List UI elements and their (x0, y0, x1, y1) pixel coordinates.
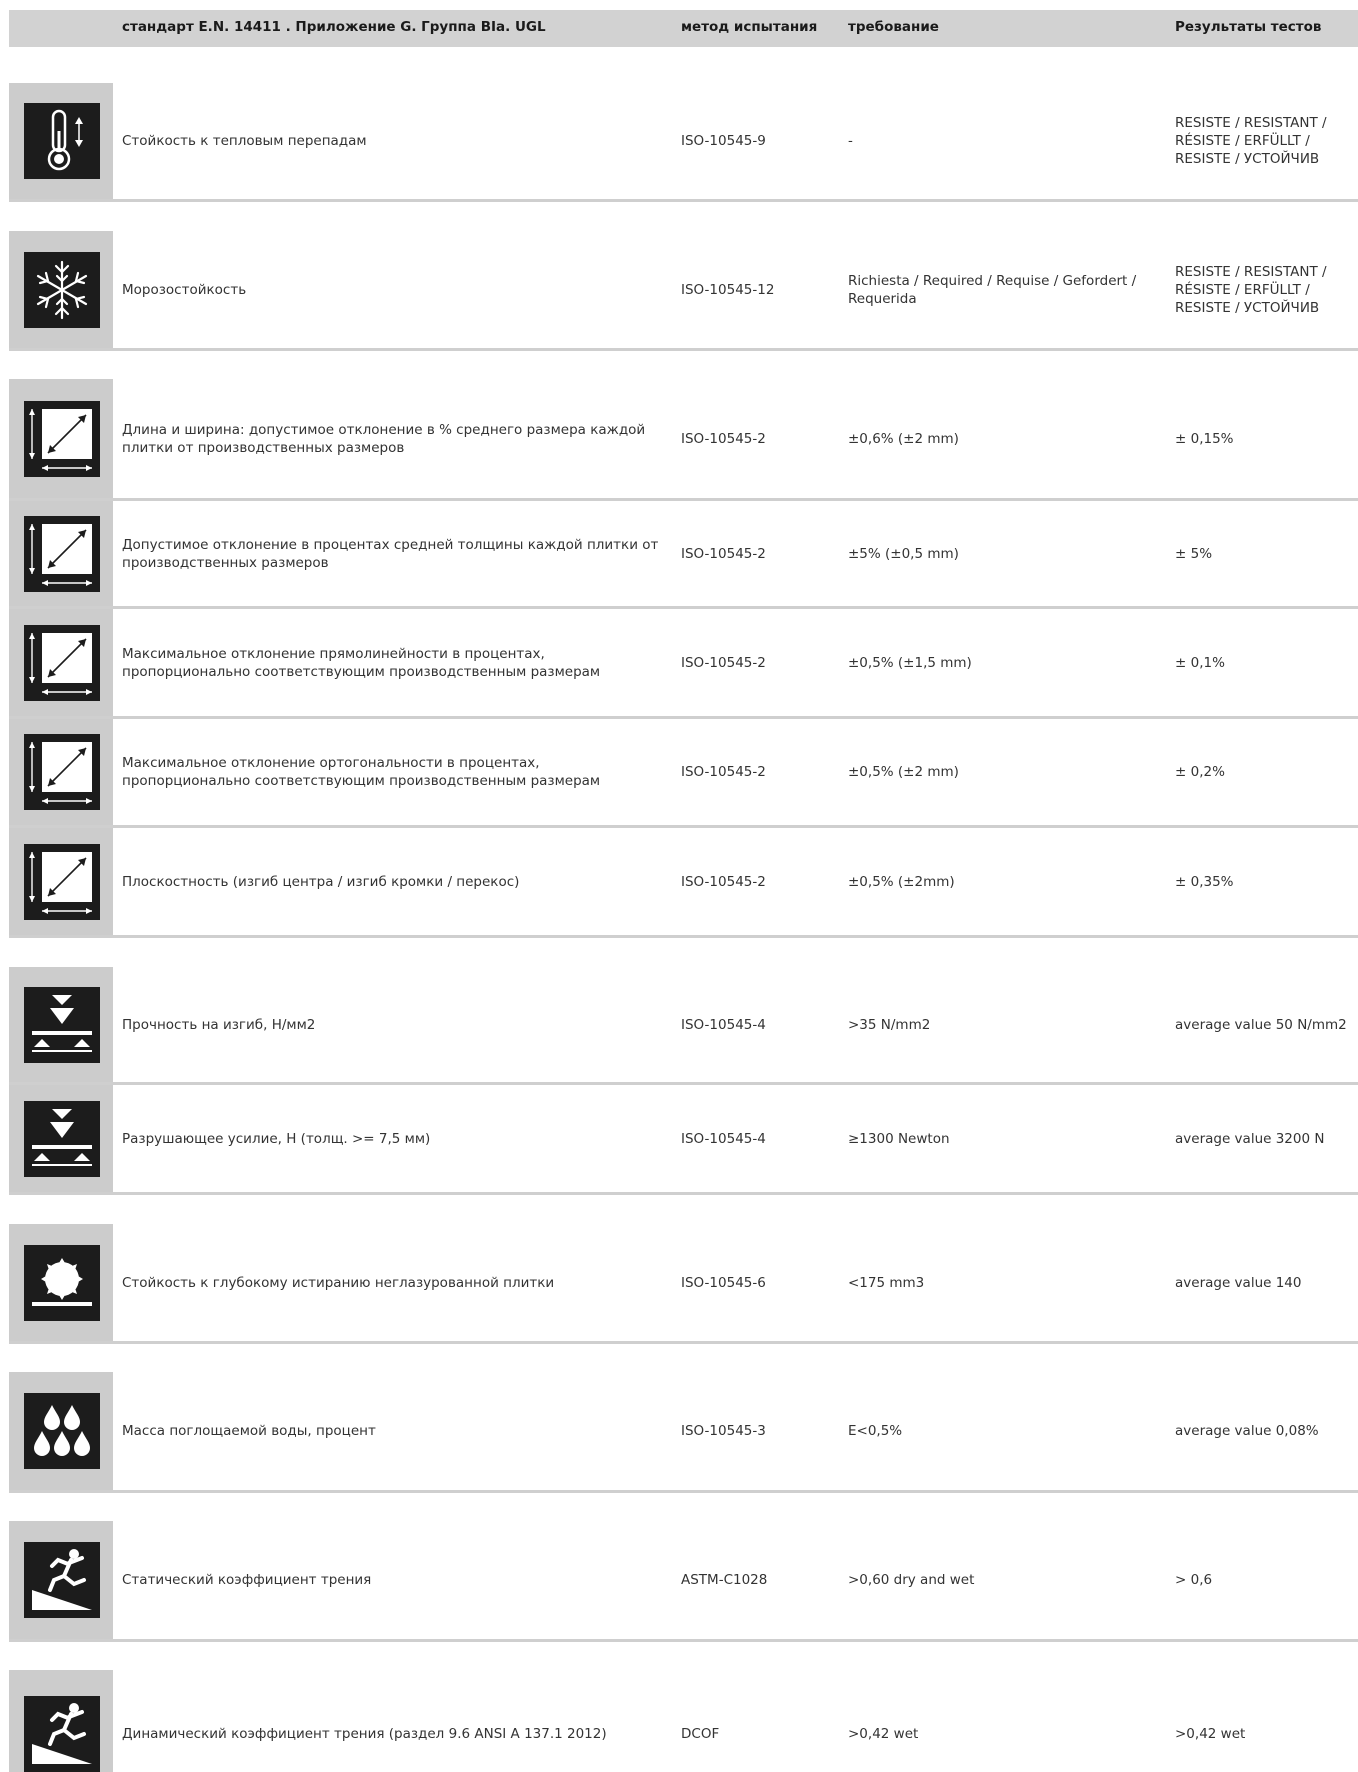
dimension-icon (24, 625, 100, 701)
row-requirement: >35 N/mm2 (848, 1016, 931, 1033)
bending-strength-icon (24, 1101, 100, 1177)
row-requirement: ±5% (±0,5 mm) (848, 545, 959, 562)
row-requirement: - (848, 133, 853, 149)
row-method: ISO-10545-4 (681, 1016, 766, 1033)
row-result: RESISTE / RESISTANT / RÉSISTE / ERFÜLLT / RESISTE / УСТОЙЧИВ (1175, 115, 1327, 167)
row-requirement: E<0,5% (848, 1423, 903, 1439)
row-result: ± 0,35% (1175, 873, 1234, 890)
row-result: > 0,6 (1175, 1572, 1213, 1588)
row-result: >0,42 wet (1175, 1726, 1246, 1742)
header-results: Результаты тестов (1175, 19, 1322, 35)
row-method: ISO-10545-4 (681, 1130, 766, 1147)
row-result: ± 5% (1175, 545, 1213, 562)
row-result: ± 0,2% (1175, 764, 1225, 780)
row-requirement: <175 mm3 (848, 1274, 925, 1291)
row-method: ISO-10545-2 (681, 764, 766, 780)
row-method: DCOF (681, 1726, 720, 1742)
row-method: ISO-10545-12 (681, 281, 775, 298)
table-row (9, 83, 1358, 202)
header-method: метод испытания (681, 19, 818, 35)
row-result: ± 0,15% (1175, 430, 1234, 447)
row-property: Максимальное отклонение ортогональности в процентах, пропорционально соответствующим производственным размерам (122, 755, 601, 789)
thermometer-icon (24, 103, 100, 179)
row-property: Допустимое отклонение в процентах средней толщины каждой плитки от производственных размеров (122, 536, 659, 571)
row-property: Масса поглощаемой воды, процент (122, 1423, 376, 1439)
table-row (9, 1224, 1358, 1344)
table-row (9, 828, 1358, 938)
row-method: ISO-10545-6 (681, 1274, 766, 1291)
row-property: Прочность на изгиб, Н/мм2 (122, 1016, 316, 1033)
row-result: ± 0,1% (1175, 654, 1225, 671)
abrasion-icon (24, 1245, 100, 1321)
row-requirement: ≥1300 Newton (848, 1130, 950, 1147)
slip-icon (24, 1542, 100, 1618)
table-row (9, 1372, 1358, 1493)
row-property: Разрушающее усилие, Н (толщ. >= 7,5 мм) (122, 1130, 431, 1147)
row-method: ISO-10545-2 (681, 430, 766, 447)
row-method: ISO-10545-2 (681, 873, 766, 890)
row-requirement: ±0,5% (±1,5 mm) (848, 654, 972, 671)
table-header (9, 10, 1358, 47)
row-method: ISO-10545-2 (681, 545, 766, 562)
row-property: Плоскостность (изгиб центра / изгиб кромки / перекос) (122, 873, 520, 890)
table-row (9, 609, 1358, 719)
row-requirement: ±0,5% (±2 mm) (848, 764, 959, 780)
row-requirement: ±0,6% (±2 mm) (848, 430, 959, 447)
row-property: Статический коэффициент трения (122, 1572, 372, 1588)
row-property: Стойкость к глубокому истиранию неглазурованной плитки (122, 1274, 555, 1291)
row-property: Максимальное отклонение прямолинейности в процентах, пропорционально соответствующим производственным размерам (122, 645, 601, 680)
row-property: Динамический коэффициент трения (раздел 9.6 ANSI A 137.1 2012) (122, 1726, 607, 1742)
table-row (9, 379, 1358, 501)
row-result: average value 3200 N (1175, 1130, 1325, 1147)
row-property: Морозостойкость (122, 281, 247, 298)
row-property: Длина и ширина: допустимое отклонение в % среднего размера каждой плитки от производственных размеров (122, 421, 646, 456)
row-property: Стойкость к тепловым перепадам (122, 133, 367, 149)
snowflake-icon (24, 252, 100, 328)
table-row (9, 1085, 1358, 1195)
row-result: average value 0,08% (1175, 1423, 1319, 1439)
dimension-icon (24, 401, 100, 477)
table-row (9, 501, 1358, 609)
header-standard: стандарт E.N. 14411 . Приложение G. Группа BIa. UGL (122, 19, 546, 35)
dimension-icon (24, 734, 100, 810)
row-requirement: >0,42 wet (848, 1726, 919, 1742)
row-result: average value 140 (1175, 1274, 1302, 1291)
row-result: RESISTE / RESISTANT / RÉSISTE / ERFÜLLT / RESISTE / УСТОЙЧИВ (1175, 263, 1327, 316)
row-result: average value 50 N/mm2 (1175, 1016, 1347, 1033)
dimension-icon (24, 844, 100, 920)
row-requirement: ±0,5% (±2mm) (848, 873, 955, 890)
row-method: ISO-10545-3 (681, 1423, 766, 1439)
row-method: ISO-10545-2 (681, 654, 766, 671)
table-row (9, 1521, 1358, 1642)
row-requirement: Richiesta / Required / Requise / Gefordert / Requerida (848, 272, 1137, 307)
table-row (9, 231, 1358, 351)
bending-strength-icon (24, 987, 100, 1063)
dimension-icon (24, 516, 100, 592)
slip-icon (24, 1696, 100, 1772)
row-method: ISO-10545-9 (681, 133, 766, 149)
table-row (9, 967, 1358, 1085)
row-requirement: >0,60 dry and wet (848, 1572, 975, 1588)
table-row (9, 1670, 1358, 1772)
row-method: ASTM-C1028 (681, 1572, 768, 1588)
water-drops-icon (24, 1393, 100, 1469)
table-row (9, 719, 1358, 828)
header-requirement: требование (848, 19, 939, 35)
